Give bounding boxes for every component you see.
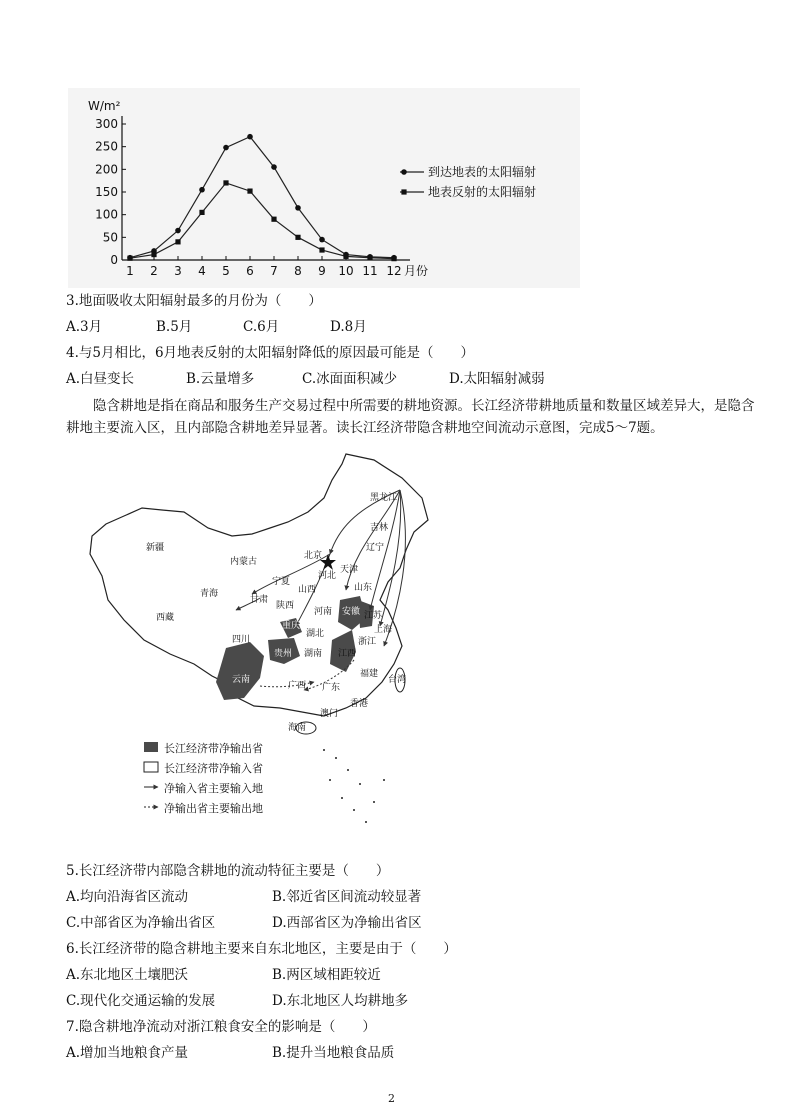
chart-svg	[68, 88, 580, 288]
intro-paragraph: 隐含耕地是指在商品和服务生产交易过程中所需要的耕地资源。长江经济带耕地质量和数量区域差异大，是隐含耕地主要流入区，且内部隐含耕地差异显著。读长江经济带隐含耕地空间流动示意图，完成5～7题。	[66, 398, 755, 436]
label-taiwan: 台湾	[388, 675, 407, 685]
series-1-point	[271, 164, 277, 170]
q3-option-b[interactable]: B.5月	[156, 319, 193, 335]
label-qinghai: 青海	[200, 589, 219, 599]
series-2-point	[175, 239, 180, 244]
q5-option-d[interactable]: D.西部省区为净输出省区	[272, 915, 422, 931]
x-tick-label: 2	[150, 264, 158, 278]
y-tick-label: 200	[95, 162, 118, 177]
label-xizang: 西藏	[156, 613, 175, 623]
label-beijing: 北京	[304, 551, 323, 561]
label-hainan: 海南	[288, 723, 307, 733]
x-axis-label: 月份	[404, 264, 429, 278]
x-tick-label: 7	[270, 264, 278, 278]
map-svg	[84, 450, 444, 850]
label-shaanxi: 陕西	[276, 601, 295, 611]
y-tick-label: 50	[102, 230, 118, 245]
series-2-point	[199, 210, 204, 215]
label-guangdong: 广东	[322, 683, 341, 693]
label-xianggang: 香港	[350, 699, 369, 709]
x-tick-label: 1	[126, 264, 134, 278]
legend-import-source-text: 净输入省主要输入地	[164, 782, 263, 795]
export-province-yunnan	[216, 642, 264, 700]
q4-stem: 4.与5月相比，6月地表反射的太阳辐射降低的原因最可能是（ ）	[66, 345, 475, 361]
y-tick-label: 250	[95, 139, 118, 154]
yangtze-farmland-flow-map	[84, 450, 444, 850]
y-tick-label: 150	[95, 185, 118, 199]
series-1-point	[247, 134, 253, 140]
label-guizhou: 贵州	[274, 649, 293, 659]
q6-option-a[interactable]: A.东北地区土壤肥沃	[66, 967, 189, 983]
x-tick-label: 11	[362, 264, 378, 278]
x-tick-label: 10	[338, 264, 354, 278]
q7-option-a[interactable]: A.增加当地粮食产量	[66, 1045, 189, 1061]
q5-option-a[interactable]: A.均向沿海省区流动	[66, 889, 189, 905]
series-2-point	[319, 247, 324, 252]
y-axis-label: W/m²	[88, 99, 121, 113]
label-anhui: 安徽	[342, 607, 361, 617]
label-ningxia: 宁夏	[272, 577, 291, 587]
series-2-point	[151, 252, 156, 257]
beijing-star-icon	[320, 554, 336, 570]
series-2-point	[343, 254, 348, 259]
series-1-point	[175, 228, 181, 234]
q4-option-a[interactable]: A.白昼变长	[66, 371, 135, 387]
q6-option-c[interactable]: C.现代化交通运输的发展	[66, 993, 216, 1009]
q6-option-d[interactable]: D.东北地区人均耕地多	[272, 993, 409, 1009]
q3-option-c[interactable]: C.6月	[243, 319, 280, 335]
map-legend	[144, 741, 263, 815]
legend-export-text: 长江经济带净输出省	[164, 742, 263, 755]
label-sichuan: 四川	[232, 635, 251, 645]
series-2-point	[127, 256, 132, 261]
label-shandong: 山东	[354, 583, 373, 593]
y-tick-label: 100	[95, 207, 118, 222]
x-tick-label: 6	[246, 264, 254, 278]
series-1-point	[199, 187, 205, 193]
q3-option-d[interactable]: D.8月	[330, 319, 367, 335]
x-tick-label: 9	[318, 264, 326, 278]
x-tick-label: 5	[222, 264, 230, 278]
series-2-point	[295, 235, 300, 240]
label-shanxi: 山西	[298, 585, 317, 595]
legend-import-text: 长江经济带净输入省	[164, 762, 263, 775]
q6-stem: 6.长江经济带的隐含耕地主要来自东北地区，主要是由于（ ）	[66, 941, 457, 957]
label-zhejiang: 浙江	[358, 637, 377, 647]
label-tianjin: 天津	[340, 565, 359, 575]
x-tick-label: 4	[198, 264, 206, 278]
q5-stem: 5.长江经济带内部隐含耕地的流动特征主要是（ ）	[66, 863, 390, 879]
series-1-point	[223, 145, 229, 151]
series-2-point	[391, 256, 396, 261]
q7-option-b[interactable]: B.提升当地粮食品质	[272, 1045, 395, 1061]
label-neimenggu: 内蒙古	[230, 557, 258, 567]
y-tick-label: 0	[110, 253, 118, 267]
label-chongqing: 重庆	[282, 621, 301, 631]
legend-label-1: 到达地表的太阳辐射	[428, 165, 537, 179]
legend-label-2: 地表反射的太阳辐射	[428, 185, 537, 199]
legend-export-swatch	[144, 742, 158, 752]
label-hubei: 湖北	[306, 629, 325, 639]
legend-import-swatch	[144, 762, 158, 772]
legend-marker-2	[401, 189, 406, 194]
series-1-point	[319, 237, 325, 243]
series-1-point	[295, 205, 301, 211]
page-number: 2	[388, 1092, 395, 1105]
y-tick-label: 300	[95, 117, 118, 131]
label-henan: 河南	[314, 607, 333, 617]
south-sea-islands	[323, 749, 385, 823]
series-2-point	[223, 180, 228, 185]
label-hebei: 河北	[318, 571, 337, 581]
x-tick-label: 3	[174, 264, 182, 278]
label-jiangsu: 江苏	[364, 611, 383, 621]
label-shanghai: 上海	[374, 625, 393, 635]
label-aomen: 澳门	[320, 709, 339, 719]
q3-stem: 3.地面吸收太阳辐射最多的月份为（ ）	[66, 293, 322, 309]
q4-option-d[interactable]: D.太阳辐射减弱	[449, 371, 545, 387]
legend-marker-1	[401, 169, 407, 175]
q5-option-b[interactable]: B.邻近省区间流动较显著	[272, 889, 422, 905]
q7-stem: 7.隐含耕地净流动对浙江粮食安全的影响是（ ）	[66, 1019, 376, 1035]
x-tick-label: 8	[294, 264, 302, 278]
series-2-point	[271, 217, 276, 222]
x-tick-label: 12	[386, 264, 402, 278]
label-liaoning: 辽宁	[366, 543, 385, 553]
q4-option-b[interactable]: B.云量增多	[186, 371, 255, 387]
series-2-point	[367, 255, 372, 260]
q3-option-a[interactable]: A.3月	[66, 319, 103, 335]
label-heilongjiang: 黑龙江	[370, 493, 398, 503]
label-fujian: 福建	[360, 669, 379, 679]
label-yunnan: 云南	[232, 675, 251, 685]
label-jiangxi: 江西	[338, 649, 357, 659]
label-xinjiang: 新疆	[146, 543, 165, 553]
label-guangxi: 广西	[288, 681, 307, 691]
series-2-point	[247, 188, 252, 193]
legend-export-dest-text: 净输出省主要输出地	[164, 802, 263, 815]
q5-option-c[interactable]: C.中部省区为净输出省区	[66, 915, 216, 931]
q6-option-b[interactable]: B.两区域相距较近	[272, 967, 381, 983]
label-gansu: 甘肃	[250, 595, 269, 605]
label-jilin: 吉林	[370, 523, 389, 533]
q4-option-c[interactable]: C.冰面面积减少	[302, 371, 398, 387]
solar-radiation-chart	[68, 88, 580, 288]
label-hunan: 湖南	[304, 649, 323, 659]
